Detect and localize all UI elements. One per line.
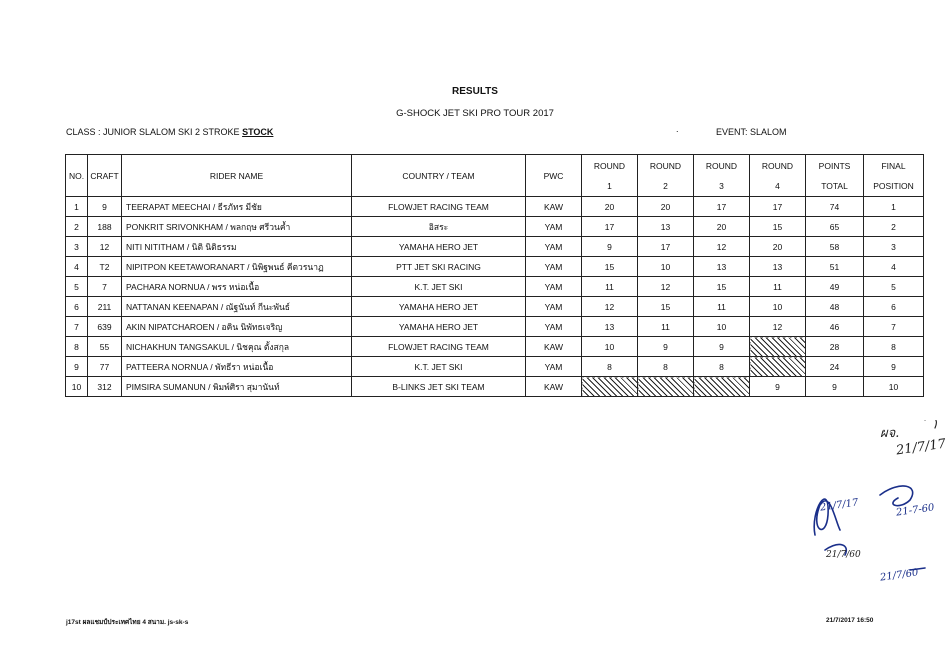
cell-r3: 8 (694, 357, 750, 377)
cell-craft: 77 (88, 357, 122, 377)
col-round-1: ROUND 1 (582, 155, 638, 197)
cell-pos: 7 (864, 317, 924, 337)
cell-craft: 9 (88, 197, 122, 217)
cell-pwc: YAM (526, 357, 582, 377)
cell-rider: TEERAPAT MEECHAI / ธีรภัทร มีชัย (122, 197, 352, 217)
cell-total: 65 (806, 217, 864, 237)
col-final: FINAL POSITION (864, 155, 924, 197)
cell-no: 6 (66, 297, 88, 317)
cell-r1: 13 (582, 317, 638, 337)
cell-craft: 312 (88, 377, 122, 397)
col-craft: CRAFT (88, 155, 122, 197)
cell-craft: 7 (88, 277, 122, 297)
table-row (66, 237, 924, 257)
cell-pos: 8 (864, 337, 924, 357)
cell-pos: 4 (864, 257, 924, 277)
table-row (66, 317, 924, 337)
cell-total: 51 (806, 257, 864, 277)
cell-pos: 2 (864, 217, 924, 237)
table-row (66, 217, 924, 237)
cell-pos: 9 (864, 357, 924, 377)
event-label: EVENT: SLALOM (716, 127, 787, 137)
cell-r3: 13 (694, 257, 750, 277)
cell-craft: 211 (88, 297, 122, 317)
cell-r1: 20 (582, 197, 638, 217)
sig-text-1: ผจ. (880, 426, 900, 441)
col-points: POINTS TOTAL (806, 155, 864, 197)
cell-no: 8 (66, 337, 88, 357)
cell-rider: PACHARA NORNUA / พรร หน่อเนื้อ (122, 277, 352, 297)
cell-team: K.T. JET SKI (352, 357, 526, 377)
cell-pwc: YAM (526, 257, 582, 277)
table-header-row (66, 155, 924, 197)
cell-r3: 9 (694, 337, 750, 357)
cell-r1 (582, 377, 638, 397)
cell-no: 2 (66, 217, 88, 237)
cell-rider: AKIN NIPATCHAROEN / อคิน นิพัทธเจริญ (122, 317, 352, 337)
cell-total: 58 (806, 237, 864, 257)
cell-pwc: KAW (526, 377, 582, 397)
cell-team: YAMAHA HERO JET (352, 297, 526, 317)
table-row (66, 357, 924, 377)
cell-r4: 10 (750, 297, 806, 317)
cell-r3: 20 (694, 217, 750, 237)
cell-r4: 12 (750, 317, 806, 337)
cell-pwc: KAW (526, 197, 582, 217)
page-title: RESULTS (452, 86, 498, 97)
col-round-3: ROUND 3 (694, 155, 750, 197)
cell-no: 3 (66, 237, 88, 257)
table-row (66, 257, 924, 277)
cell-rider: NITI NITITHAM / นิติ นิติธรรม (122, 237, 352, 257)
cell-team: อิสระ (352, 217, 526, 237)
cell-r4: 11 (750, 277, 806, 297)
cell-team: FLOWJET RACING TEAM (352, 337, 526, 357)
cell-r4: 13 (750, 257, 806, 277)
cell-r2: 10 (638, 257, 694, 277)
cell-r2: 20 (638, 197, 694, 217)
table-row (66, 297, 924, 317)
cell-team: YAMAHA HERO JET (352, 237, 526, 257)
cell-team: FLOWJET RACING TEAM (352, 197, 526, 217)
col-rider: RIDER NAME (122, 155, 352, 197)
cell-rider: PATTEERA NORNUA / พัทธีรา หน่อเนื้อ (122, 357, 352, 377)
cell-no: 5 (66, 277, 88, 297)
footer-filename: j17st ผลแชมป์ประเทศไทย 4 สนาม. js-sk-s (66, 619, 189, 626)
cell-craft: 188 (88, 217, 122, 237)
cell-r1: 12 (582, 297, 638, 317)
results-table (65, 154, 924, 397)
dot-mark: . (676, 124, 679, 134)
cell-craft: T2 (88, 257, 122, 277)
cell-total: 28 (806, 337, 864, 357)
footer-timestamp: 21/7/2017 16:50 (826, 617, 874, 624)
sig-date-5: 21/7/60 (879, 567, 920, 584)
col-pwc: PWC (526, 155, 582, 197)
cell-team: B-LINKS JET SKI TEAM (352, 377, 526, 397)
cell-r1: 8 (582, 357, 638, 377)
event-subtitle: G-SHOCK JET SKI PRO TOUR 2017 (396, 108, 554, 119)
cell-r2: 11 (638, 317, 694, 337)
cell-craft: 55 (88, 337, 122, 357)
cell-r4: 17 (750, 197, 806, 217)
cell-r3: 17 (694, 197, 750, 217)
cell-r2: 9 (638, 337, 694, 357)
cell-r3: 10 (694, 317, 750, 337)
class-line (66, 127, 273, 137)
cell-r2: 8 (638, 357, 694, 377)
cell-rider: PONKRIT SRIVONKHAM / พลกฤษ ศรีวนค้ำ (122, 217, 352, 237)
cell-r4: 15 (750, 217, 806, 237)
cell-r1: 11 (582, 277, 638, 297)
sig-date-4: 21/7/60 (826, 550, 861, 560)
table-row (66, 377, 924, 397)
cell-total: 9 (806, 377, 864, 397)
cell-total: 24 (806, 357, 864, 377)
cell-r1: 15 (582, 257, 638, 277)
table-row (66, 277, 924, 297)
cell-pos: 5 (864, 277, 924, 297)
cell-no: 9 (66, 357, 88, 377)
cell-pwc: YAM (526, 317, 582, 337)
cell-no: 4 (66, 257, 88, 277)
cell-team: K.T. JET SKI (352, 277, 526, 297)
cell-r2: 13 (638, 217, 694, 237)
cell-r4: 9 (750, 377, 806, 397)
cell-total: 46 (806, 317, 864, 337)
col-team: COUNTRY / TEAM (352, 155, 526, 197)
cell-pwc: YAM (526, 297, 582, 317)
cell-r4 (750, 337, 806, 357)
cell-r2: 17 (638, 237, 694, 257)
cell-r1: 9 (582, 237, 638, 257)
cell-pos: 10 (864, 377, 924, 397)
table-row (66, 197, 924, 217)
cell-total: 49 (806, 277, 864, 297)
col-round-2: ROUND 2 (638, 155, 694, 197)
col-round-4: ROUND 4 (750, 155, 806, 197)
sig-date-1: 21/7/17 (895, 436, 947, 459)
cell-r1: 17 (582, 217, 638, 237)
cell-pwc: YAM (526, 277, 582, 297)
cell-r2: 12 (638, 277, 694, 297)
cell-r1: 10 (582, 337, 638, 357)
cell-r3 (694, 377, 750, 397)
cell-pos: 3 (864, 237, 924, 257)
cell-team: YAMAHA HERO JET (352, 317, 526, 337)
cell-r4 (750, 357, 806, 377)
cell-r3: 15 (694, 277, 750, 297)
cell-craft: 639 (88, 317, 122, 337)
table-row (66, 337, 924, 357)
cell-r3: 12 (694, 237, 750, 257)
cell-total: 74 (806, 197, 864, 217)
cell-rider: PIMSIRA SUMANUN / พิมพ์ศิรา สุมานันท์ (122, 377, 352, 397)
sig-date-2: 21/7/17 (819, 497, 860, 514)
cell-r4: 20 (750, 237, 806, 257)
cell-rider: NIPITPON KEETAWORANART / นิพิฐพนธ์ คีตวรนาฏ (122, 257, 352, 277)
cell-pos: 6 (864, 297, 924, 317)
cell-team: PTT JET SKI RACING (352, 257, 526, 277)
cell-r2 (638, 377, 694, 397)
cell-pos: 1 (864, 197, 924, 217)
cell-no: 10 (66, 377, 88, 397)
class-stock: STOCK (242, 127, 274, 137)
col-no: NO. (66, 155, 88, 197)
cell-r2: 15 (638, 297, 694, 317)
cell-craft: 12 (88, 237, 122, 257)
cell-pwc: KAW (526, 337, 582, 357)
class-label: CLASS : JUNIOR SLALOM SKI 2 STROKE (66, 127, 240, 137)
cell-rider: NATTANAN KEENAPAN / ณัฐนันท์ กีนะพันธ์ (122, 297, 352, 317)
cell-no: 1 (66, 197, 88, 217)
cell-r3: 11 (694, 297, 750, 317)
sig-date-3: 21-7-60 (895, 502, 936, 519)
cell-pwc: YAM (526, 217, 582, 237)
cell-no: 7 (66, 317, 88, 337)
cell-pwc: YAM (526, 237, 582, 257)
cell-total: 48 (806, 297, 864, 317)
cell-rider: NICHAKHUN TANGSAKUL / นิชคุณ ตั้งสกุล (122, 337, 352, 357)
